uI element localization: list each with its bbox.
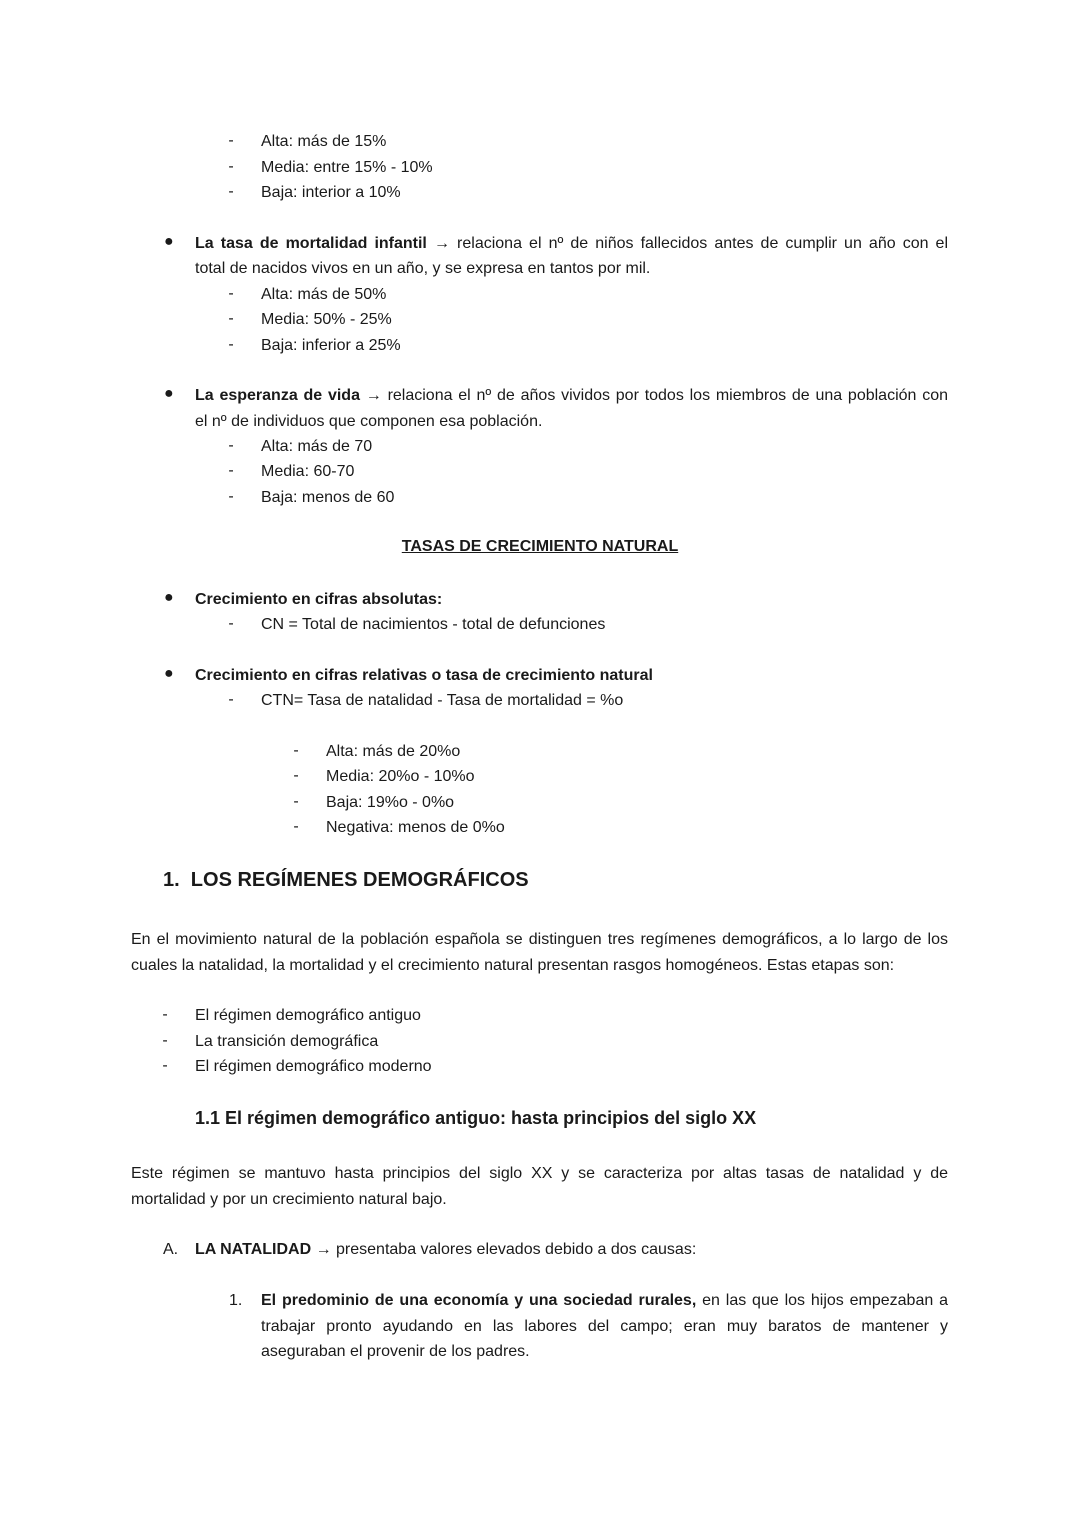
bullet-icon: ● — [164, 385, 174, 402]
dash-marker: - — [228, 488, 234, 505]
list-item: Media: entre 15% - 10% — [261, 159, 433, 176]
definition-text: → relaciona el nº de años vividos por todos los miembros de una población con — [365, 387, 949, 404]
list-item: Baja: interior a 10% — [261, 184, 401, 201]
list-item: Baja: menos de 60 — [261, 489, 395, 506]
definition-text: → presentaba valores elevados debido a dos causas: — [315, 1241, 697, 1258]
term: Crecimiento en cifras absolutas: — [195, 591, 443, 608]
list-item: El régimen demográfico antiguo — [195, 1007, 421, 1024]
paragraph-line: aseguraban el provenir de los padres. — [261, 1343, 530, 1360]
dash-marker: - — [228, 336, 234, 353]
term: Crecimiento en cifras relativas o tasa de crecimiento natural — [195, 667, 653, 684]
list-item: La transición demográfica — [195, 1033, 379, 1050]
paragraph-line: mortalidad y por un crecimiento natural bajo. — [131, 1191, 447, 1208]
dash-marker: - — [228, 132, 234, 149]
list-marker: A. — [163, 1241, 179, 1258]
definition-line — [195, 233, 948, 255]
list-item: El régimen demográfico moderno — [195, 1058, 432, 1075]
dash-marker: - — [228, 615, 234, 632]
list-marker: 1. — [229, 1292, 243, 1309]
dash-marker: - — [293, 767, 299, 784]
dash-marker: - — [162, 1057, 168, 1074]
list-item: Alta: más de 70 — [261, 438, 373, 455]
paragraph-line: trabajar pronto ayudando en las labores del campo; eran muy baratos de mantener y — [261, 1318, 948, 1335]
dash-marker: - — [228, 462, 234, 479]
paragraph-line: En el movimiento natural de la población española se distinguen tres regímenes demográficos, a lo largo de los — [131, 931, 948, 948]
definition-line — [195, 1239, 696, 1261]
dash-marker: - — [228, 437, 234, 454]
list-item: Baja: inferior a 25% — [261, 337, 401, 354]
dash-marker: - — [228, 158, 234, 175]
list-item: Media: 20%o - 10%o — [326, 768, 475, 785]
list-item: Alta: más de 20%o — [326, 743, 461, 760]
list-item: Media: 50% - 25% — [261, 311, 392, 328]
bullet-icon: ● — [164, 233, 174, 250]
paragraph-line: Este régimen se mantuvo hasta principios del siglo XX y se caracteriza por altas tasas de natalidad y de — [131, 1165, 948, 1182]
paragraph-line: cuales la natalidad, la mortalidad y el crecimiento natural presentan rasgos homogéneos. Estas etapas son: — [131, 957, 895, 974]
list-item: Media: 60-70 — [261, 463, 355, 480]
section-heading: TASAS DE CRECIMIENTO NATURAL — [401, 538, 679, 555]
list-item: CN = Total de nacimientos - total de defunciones — [261, 616, 606, 633]
paragraph-line — [261, 1290, 948, 1312]
term: La esperanza de vida — [195, 387, 360, 404]
dash-marker: - — [228, 310, 234, 327]
term: LA NATALIDAD — [195, 1241, 312, 1258]
subsection-title: 1.1 El régimen demográfico antiguo: hasta principios del siglo XX — [195, 1108, 757, 1128]
list-item: Baja: 19%o - 0%o — [326, 794, 455, 811]
definition-line — [195, 385, 948, 407]
term: La tasa de mortalidad infantil — [195, 235, 427, 252]
definition-text: el nº de individuos que componen esa población. — [195, 413, 543, 430]
section-title: 1. LOS REGÍMENES DEMOGRÁFICOS — [163, 869, 529, 891]
list-item: CTN= Tasa de natalidad - Tasa de mortalidad = %o — [261, 692, 624, 709]
dash-marker: - — [293, 818, 299, 835]
term: El predominio de una economía y una sociedad rurales, — [261, 1292, 697, 1309]
dash-marker: - — [293, 793, 299, 810]
definition-text: en las que los hijos empezaban a — [702, 1292, 948, 1309]
list-item: Negativa: menos de 0%o — [326, 819, 505, 836]
list-item: Alta: más de 15% — [261, 133, 387, 150]
dash-marker: - — [162, 1006, 168, 1023]
dash-marker: - — [228, 285, 234, 302]
dash-marker: - — [162, 1032, 168, 1049]
bullet-icon: ● — [164, 665, 174, 682]
definition-text: total de nacidos vivos en un año, y se expresa en tantos por mil. — [195, 260, 651, 277]
bullet-icon: ● — [164, 589, 174, 606]
list-item: Alta: más de 50% — [261, 286, 387, 303]
dash-marker: - — [228, 691, 234, 708]
dash-marker: - — [228, 183, 234, 200]
dash-marker: - — [293, 742, 299, 759]
definition-text: → relaciona el nº de niños fallecidos antes de cumplir un año con el — [433, 235, 949, 252]
